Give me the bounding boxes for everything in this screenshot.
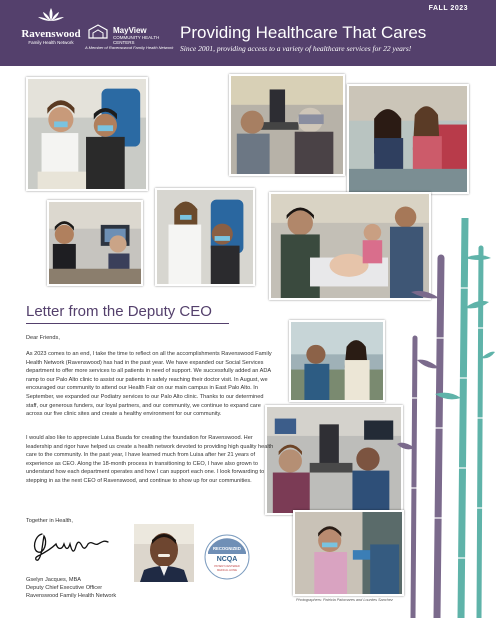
photo-clinician-with-patient bbox=[26, 77, 148, 191]
svg-text:PATIENT-CENTERED: PATIENT-CENTERED bbox=[214, 565, 240, 568]
mayview-line2: COMMUNITY HEALTH bbox=[113, 35, 160, 40]
mayview-member-note: A Member of Ravenswood Family Health Network bbox=[85, 45, 174, 50]
ravenswood-logo bbox=[20, 6, 82, 46]
svg-text:MEDICAL HOME: MEDICAL HOME bbox=[217, 569, 237, 572]
photo-eye-exam bbox=[229, 74, 345, 176]
photo-staff-at-desk bbox=[47, 200, 143, 286]
signature bbox=[28, 530, 110, 562]
flower-logo-icon bbox=[36, 6, 66, 24]
page-subtitle: Since 2001, providing access to a variety of healthcare services for 22 years! bbox=[180, 44, 412, 53]
svg-text:NCQA: NCQA bbox=[216, 556, 238, 563]
photo-health-fair bbox=[289, 320, 385, 402]
page-title: Providing Healthcare That Cares bbox=[180, 23, 427, 42]
svg-text:RECOGNIZED: RECOGNIZED bbox=[213, 546, 241, 551]
photo-provider-with-patient bbox=[155, 188, 255, 286]
photo-child-with-provider bbox=[347, 84, 469, 194]
letter-paragraph-2: I would also like to appreciate Luisa Buada for creating the foundation for Ravenswood. Her leadership and rigor have helped us create a health network devoted to providing high quality health care to the community. In the past year, I have learned much from Luisa after her 21 years of experience as CEO. Along the 18-month process in transitioning to CEO, I have also grown to understand how each department operates and how I can support each one. I look forwarding to stepping in as the next CEO of Ravenswood, and continue to show up for our communities. bbox=[26, 435, 274, 484]
logo-name: Ravenswood bbox=[21, 28, 81, 40]
mayview-logo-icon bbox=[87, 24, 109, 40]
photo-credit: Photographers: Patricia Palomares and Lourdes Sanchez bbox=[296, 598, 393, 602]
ceo-portrait bbox=[134, 524, 194, 582]
letter-title: Letter from the Deputy CEO bbox=[26, 303, 212, 320]
signer-block bbox=[26, 576, 116, 600]
letter-paragraph-1: As 2023 comes to an end, I take the time to reflect on all the accomplishments Ravenswood Family Health Network (Ravenswood) has had in the past year. We have expanded our Social Services department to offer more services to all patients in need of support. We successfully added an ADA ramp to our Palo Alto clinic to assist our patients in safely reaching their doctor visit. In August, we encouraged our community to attend our Health Fair on our main campus in East Palo Alto. In September, we expanded our Podiatry services to our Palo Alto clinic. Thanks to our determined staff, our generous funders, our loyal partners, and our community, we continue to expand care across our five clinic sites and create a healthy environment for our community. bbox=[26, 351, 272, 418]
signer-title: Deputy Chief Executive Officer bbox=[26, 585, 103, 591]
photo-optometry-exam bbox=[265, 405, 403, 515]
title-divider bbox=[26, 323, 229, 324]
bamboo-decoration bbox=[395, 218, 496, 618]
letter-greeting: Dear Friends, bbox=[26, 335, 60, 341]
page-header bbox=[0, 0, 496, 66]
signer-name: Gselyn Jacques, MBA bbox=[26, 577, 82, 583]
signer-org: Ravenswood Family Health Network bbox=[26, 593, 117, 599]
mayview-line3: CENTERS bbox=[113, 40, 135, 45]
letter-closing: Together in Health, bbox=[26, 518, 73, 524]
issue-label: FALL 2023 bbox=[428, 5, 468, 12]
logo-subtitle: Family Health Network bbox=[28, 40, 74, 45]
photo-vaccination bbox=[293, 510, 404, 596]
ncqa-recognition-badge bbox=[204, 534, 250, 580]
mayview-name: MayView bbox=[113, 26, 147, 35]
